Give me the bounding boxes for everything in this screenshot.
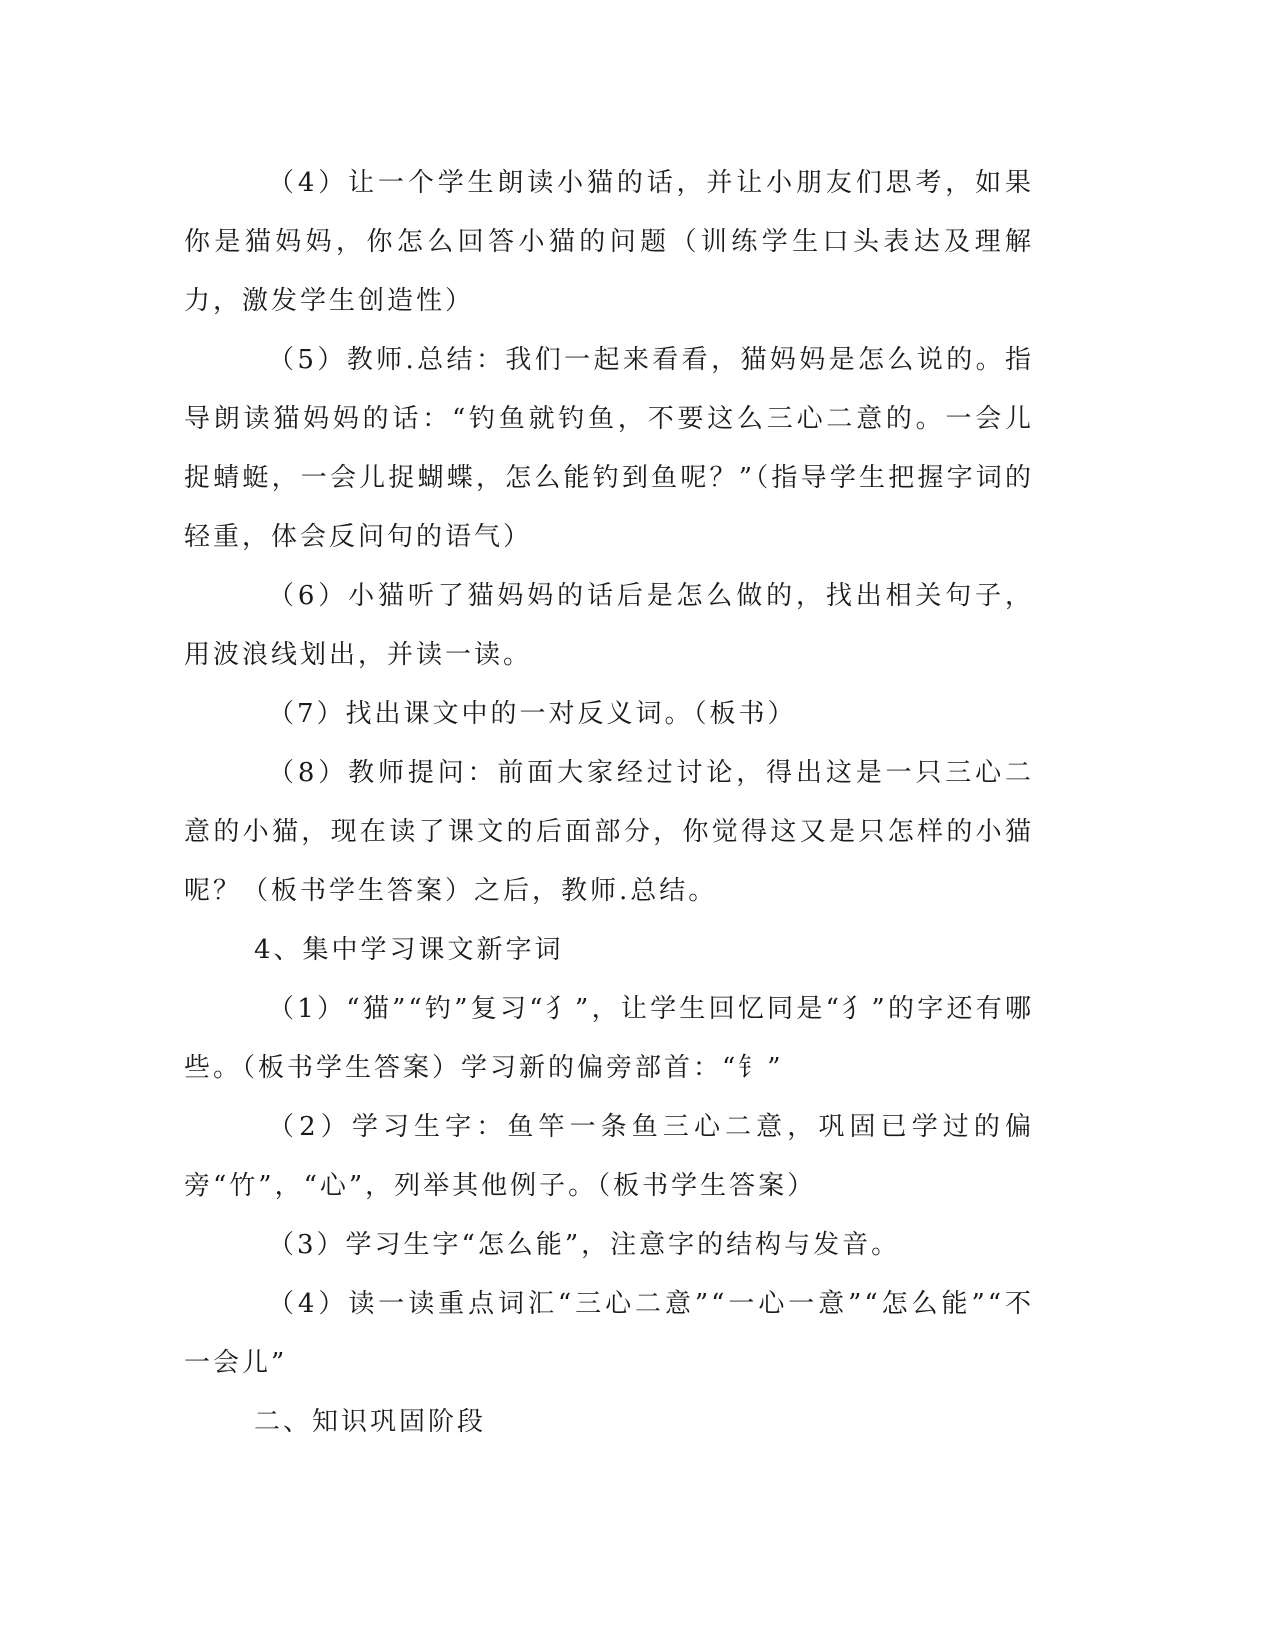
paragraph-words-2: （2）学习生字：鱼竿一条鱼三心二意，巩固已学过的偏旁“竹”，“心”，列举其他例子。（板书学生答案） bbox=[184, 1112, 1034, 1201]
paragraph-words-1: （1）“猫”“钓”复习“犭”，让学生回忆同是“犭”的字还有哪些。（板书学生答案）学习新的偏旁部首：“钅” bbox=[184, 994, 1034, 1083]
paragraph-words-3: （3）学习生字“怎么能”，注意字的结构与发音。 bbox=[268, 1230, 901, 1260]
section-heading-new-words: 4、集中学习课文新字词 bbox=[254, 935, 564, 965]
paragraph-step-5: （5）教师.总结：我们一起来看看，猫妈妈是怎么说的。指导朗读猫妈妈的话：“钓鱼就钓鱼，不要这么三心二意的。一会儿捉蜻蜓，一会儿捉蝴蝶，怎么能钓到鱼呢？”（指导学生把握字词的轻重，体会反问句的语气） bbox=[184, 345, 1034, 552]
document-body bbox=[184, 154, 1034, 1452]
paragraph-step-7: （7）找出课文中的一对反义词。（板书） bbox=[268, 699, 797, 729]
paragraph-step-4: （4）让一个学生朗读小猫的话，并让小朋友们思考，如果你是猫妈妈，你怎么回答小猫的问题（训练学生口头表达及理解力，激发学生创造性） bbox=[184, 168, 1034, 316]
paragraph-step-8: （8）教师提问：前面大家经过讨论，得出这是一只三心二意的小猫，现在读了课文的后面部分，你觉得这又是只怎样的小猫呢？（板书学生答案）之后，教师.总结。 bbox=[184, 758, 1034, 906]
paragraph-step-6: （6）小猫听了猫妈妈的话后是怎么做的，找出相关句子，用波浪线划出，并读一读。 bbox=[184, 581, 1034, 670]
section-heading-consolidation: 二、知识巩固阶段 bbox=[254, 1407, 487, 1437]
paragraph-words-4: （4）读一读重点词汇“三心二意”“一心一意”“怎么能”“不一会儿” bbox=[184, 1289, 1034, 1378]
